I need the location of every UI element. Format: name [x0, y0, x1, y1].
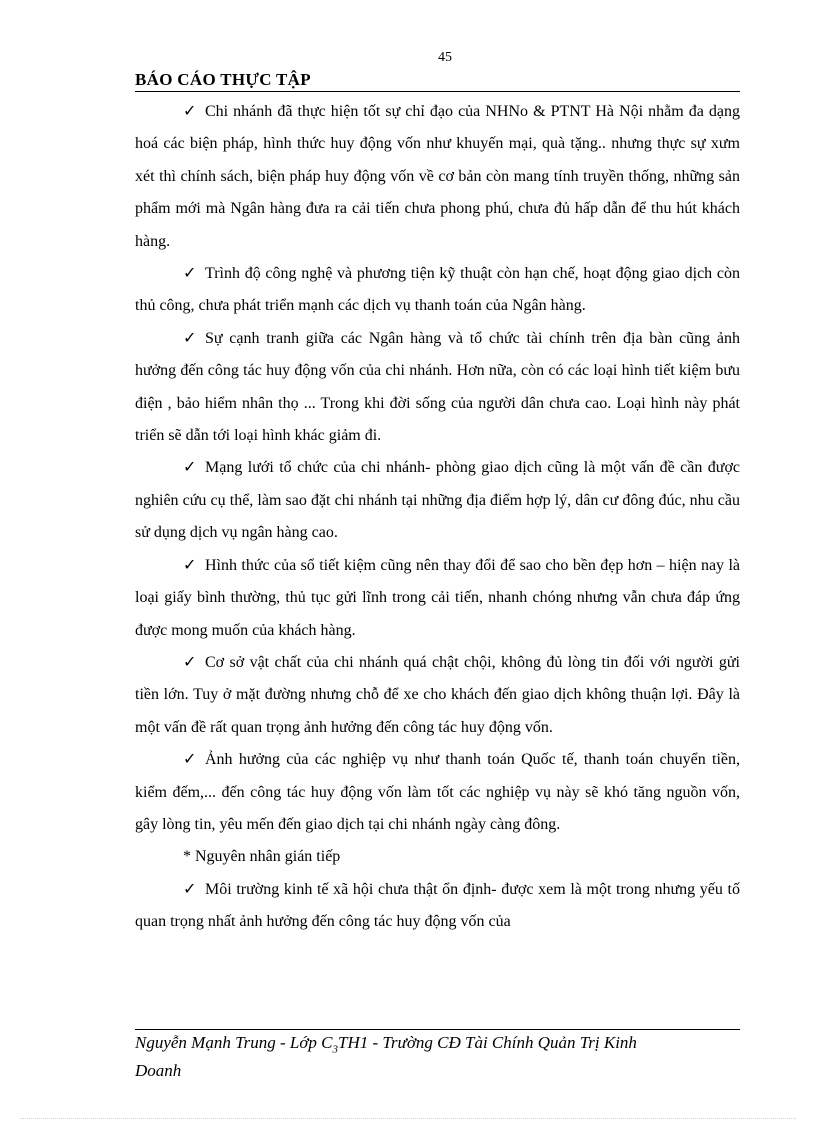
checkmark-icon: ✓ — [183, 459, 197, 477]
footer-divider — [135, 1029, 740, 1030]
page-footer — [135, 1032, 735, 1081]
paragraph-text: Sự cạnh tranh giữa các Ngân hàng và tổ chức tài chính trên địa bàn cũng ảnh hưởng đến công tác huy động vốn của chi nhánh. Hơn nữa, còn có các loại hình tiết kiệm bưu điện , bảo hiểm nhân thọ ... Trong khi đời sống của người dân chưa cao. Loại hình này phát triển sẽ dẫn tới loại hình khác giảm đi. — [135, 329, 740, 445]
footer-school: TH1 - Trường CĐ Tài Chính Quản Trị Kinh — [338, 1033, 637, 1052]
footer-line-1 — [135, 1032, 735, 1060]
checkmark-icon: ✓ — [183, 265, 197, 283]
bullet-paragraph — [135, 452, 740, 549]
footer-subscript: 3 — [332, 1043, 339, 1056]
page-bottom-border — [20, 1118, 796, 1119]
paragraph-text: Mạng lưới tổ chức của chi nhánh- phòng giao dịch cũng là một vấn đề cần được nghiên cứu cụ thể, làm sao đặt chi nhánh tại những địa điểm hợp lý, dân cư đông đúc, nhu cầu sử dụng dịch vụ ngân hàng cao. — [135, 459, 740, 542]
section-subheading — [135, 841, 740, 873]
bullet-paragraph — [135, 550, 740, 647]
paragraph-text: Chi nhánh đã thực hiện tốt sự chỉ đạo của NHNo & PTNT Hà Nội nhằm đa dạng hoá các biện pháp, hình thức huy động vốn như khuyến mại, quà tặng.. nhưng thực sự xưm xét thì chính sách, biện pháp huy động vốn về cơ bản còn mang tính truyền thống, những sản phẩm mới mà Ngân hàng đưa ra cải tiến chưa phong phú, chưa đủ hấp dẫn để thu hút khách hàng. — [135, 103, 740, 250]
checkmark-icon: ✓ — [183, 751, 197, 769]
checkmark-icon: ✓ — [183, 329, 197, 347]
paragraph-text: Hình thức của sổ tiết kiệm cũng nên thay đổi để sao cho bền đẹp hơn – hiện nay là loại giấy bình thường, thủ tục gửi lĩnh trong cải tiến, nhanh chóng nhưng vẫn chưa đáp ứng được mong muốn của khách hàng. — [135, 556, 740, 639]
report-body — [135, 96, 740, 939]
footer-author-class: Nguyễn Mạnh Trung - Lớp C — [135, 1033, 333, 1052]
checkmark-icon: ✓ — [183, 556, 197, 574]
page-number: 45 — [438, 50, 452, 65]
checkmark-icon: ✓ — [183, 880, 197, 898]
bullet-paragraph — [135, 744, 740, 841]
paragraph-text: Ảnh hưởng của các nghiệp vụ như thanh toán Quốc tế, thanh toán chuyển tiền, kiểm đếm,... đến công tác huy động vốn làm tốt các nghiệp vụ này sẽ khó tăng nguồn vốn, gây lòng tin, yêu mến đến giao dịch tại chi nhánh ngày càng đông. — [135, 751, 740, 833]
bullet-paragraph — [135, 874, 740, 939]
report-header-title: BÁO CÁO THỰC TẬP — [135, 70, 311, 89]
bullet-paragraph — [135, 96, 740, 258]
bullet-paragraph — [135, 323, 740, 453]
header-divider — [135, 91, 740, 92]
paragraph-text: Môi trường kinh tế xã hội chưa thật ổn định- được xem là một trong nhưng yếu tố quan trọng nhất ảnh hưởng đến công tác huy động vốn của — [135, 880, 740, 931]
paragraph-text: Trình độ công nghệ và phương tiện kỹ thuật còn hạn chế, hoạt động giao dịch còn thủ công, chưa phát triển mạnh các dịch vụ thanh toán của Ngân hàng. — [135, 265, 740, 315]
footer-line-2: Doanh — [135, 1061, 182, 1081]
bullet-paragraph — [135, 258, 740, 323]
paragraph-text: Cơ sở vật chất của chi nhánh quá chật chội, không đủ lòng tin đối với người gửi tiền lớn. Tuy ở mặt đường nhưng chỗ để xe cho khách đến giao dịch không thuận lợi. Đây là một vấn đề rất quan trọng ảnh hưởng đến công tác huy động vốn. — [135, 653, 740, 736]
bullet-paragraph — [135, 647, 740, 744]
checkmark-icon: ✓ — [183, 653, 197, 671]
checkmark-icon: ✓ — [183, 103, 197, 120]
subheading-text: * Nguyên nhân gián tiếp — [183, 848, 341, 866]
